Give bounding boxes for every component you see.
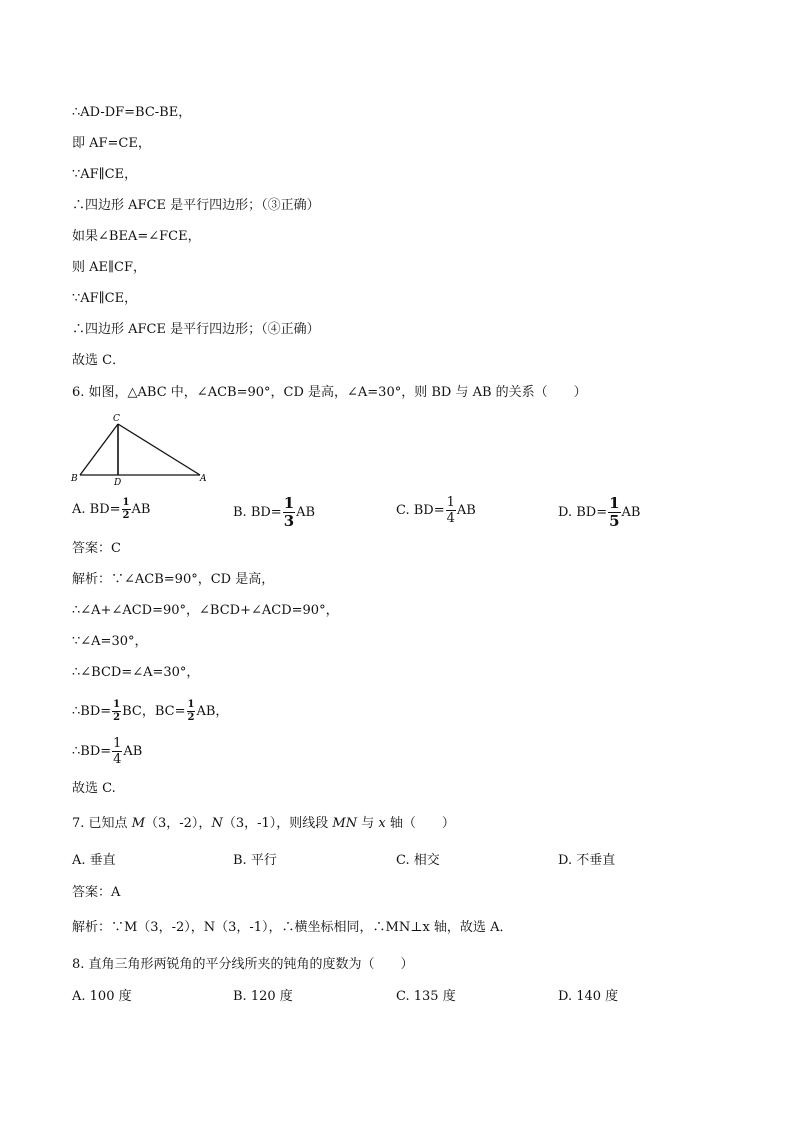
analysis-line: ∴∠BCD=∠A=30°， [72, 665, 200, 680]
option-d: D. BD= $\frac{1}{5}$ AB [558, 494, 641, 530]
option-a: A. BD= $\frac{1}{2}$ AB [72, 497, 151, 521]
solution-line: 如果∠BEA=∠FCE， [72, 229, 201, 244]
solution-line: 即 AF=CE， [72, 136, 151, 151]
option-c: C. BD= $\frac{1}{4}$ AB [396, 495, 476, 526]
option-d: D. 不垂直 [558, 853, 616, 868]
answer: 答案：A [72, 885, 121, 900]
option-a: A. 100 度 [72, 989, 132, 1004]
analysis-line: ∴∠A+∠ACD=90°，∠BCD+∠ACD=90°， [72, 603, 339, 618]
vertex-label-c: C [113, 414, 120, 424]
side-bc [80, 424, 118, 475]
analysis-line: ∵∠A=30°， [72, 634, 148, 649]
answer: 答案：C [72, 541, 121, 556]
analysis-line: ∴BD= $\frac{1}{4}$ AB [72, 736, 143, 767]
analysis-line: ∴BD= $\frac{1}{2}$ BC，BC= $\frac{1}{2}$ AB， [72, 699, 229, 723]
question-8-stem: 8. 直角三角形两锐角的平分线所夹的钝角的度数为（ ） [72, 957, 414, 972]
vertex-label-b: B [71, 474, 78, 484]
option-d: D. 140 度 [558, 989, 619, 1004]
option-b: B. 平行 [233, 853, 277, 868]
solution-line: ∴AD-DF=BC-BE， [72, 105, 192, 120]
solution-line: ∴四边形 AFCE 是平行四边形；（③正确） [72, 198, 320, 213]
option-a: A. 垂直 [72, 853, 116, 868]
analysis-line: 解析：∵M（3，-2），N（3，-1），∴横坐标相同，∴MN⊥x 轴，故选 A． [72, 920, 513, 935]
solution-line: ∴四边形 AFCE 是平行四边形；（④正确） [72, 322, 320, 337]
solution-line: ∵AF∥CE， [72, 291, 138, 306]
option-c: C. 相交 [396, 853, 440, 868]
solution-line: 则 AE∥CF， [72, 260, 146, 275]
solution-line: ∵AF∥CE， [72, 167, 138, 182]
analysis-line: 解析：∵∠ACB=90°，CD 是高， [72, 572, 275, 587]
triangle-figure [70, 412, 210, 487]
analysis-line: 故选 C. [72, 781, 116, 796]
option-b: B. BD= $\frac{1}{3}$ AB [233, 494, 316, 530]
option-b: B. 120 度 [233, 989, 293, 1004]
vertex-label-d: D [114, 478, 122, 487]
question-6-stem: 6. 如图，△ABC 中，∠ACB=90°，CD 是高，∠A=30°，则 BD 与 AB 的关系（ ） [72, 385, 587, 400]
question-7-stem: 7. 已知点 M（3，-2），N（3，-1），则线段 MN 与 x 轴（ ） [72, 816, 455, 831]
solution-line: 故选 C． [72, 353, 126, 368]
option-c: C. 135 度 [396, 989, 456, 1004]
vertex-label-a: A [200, 474, 207, 484]
side-ca [118, 424, 200, 475]
